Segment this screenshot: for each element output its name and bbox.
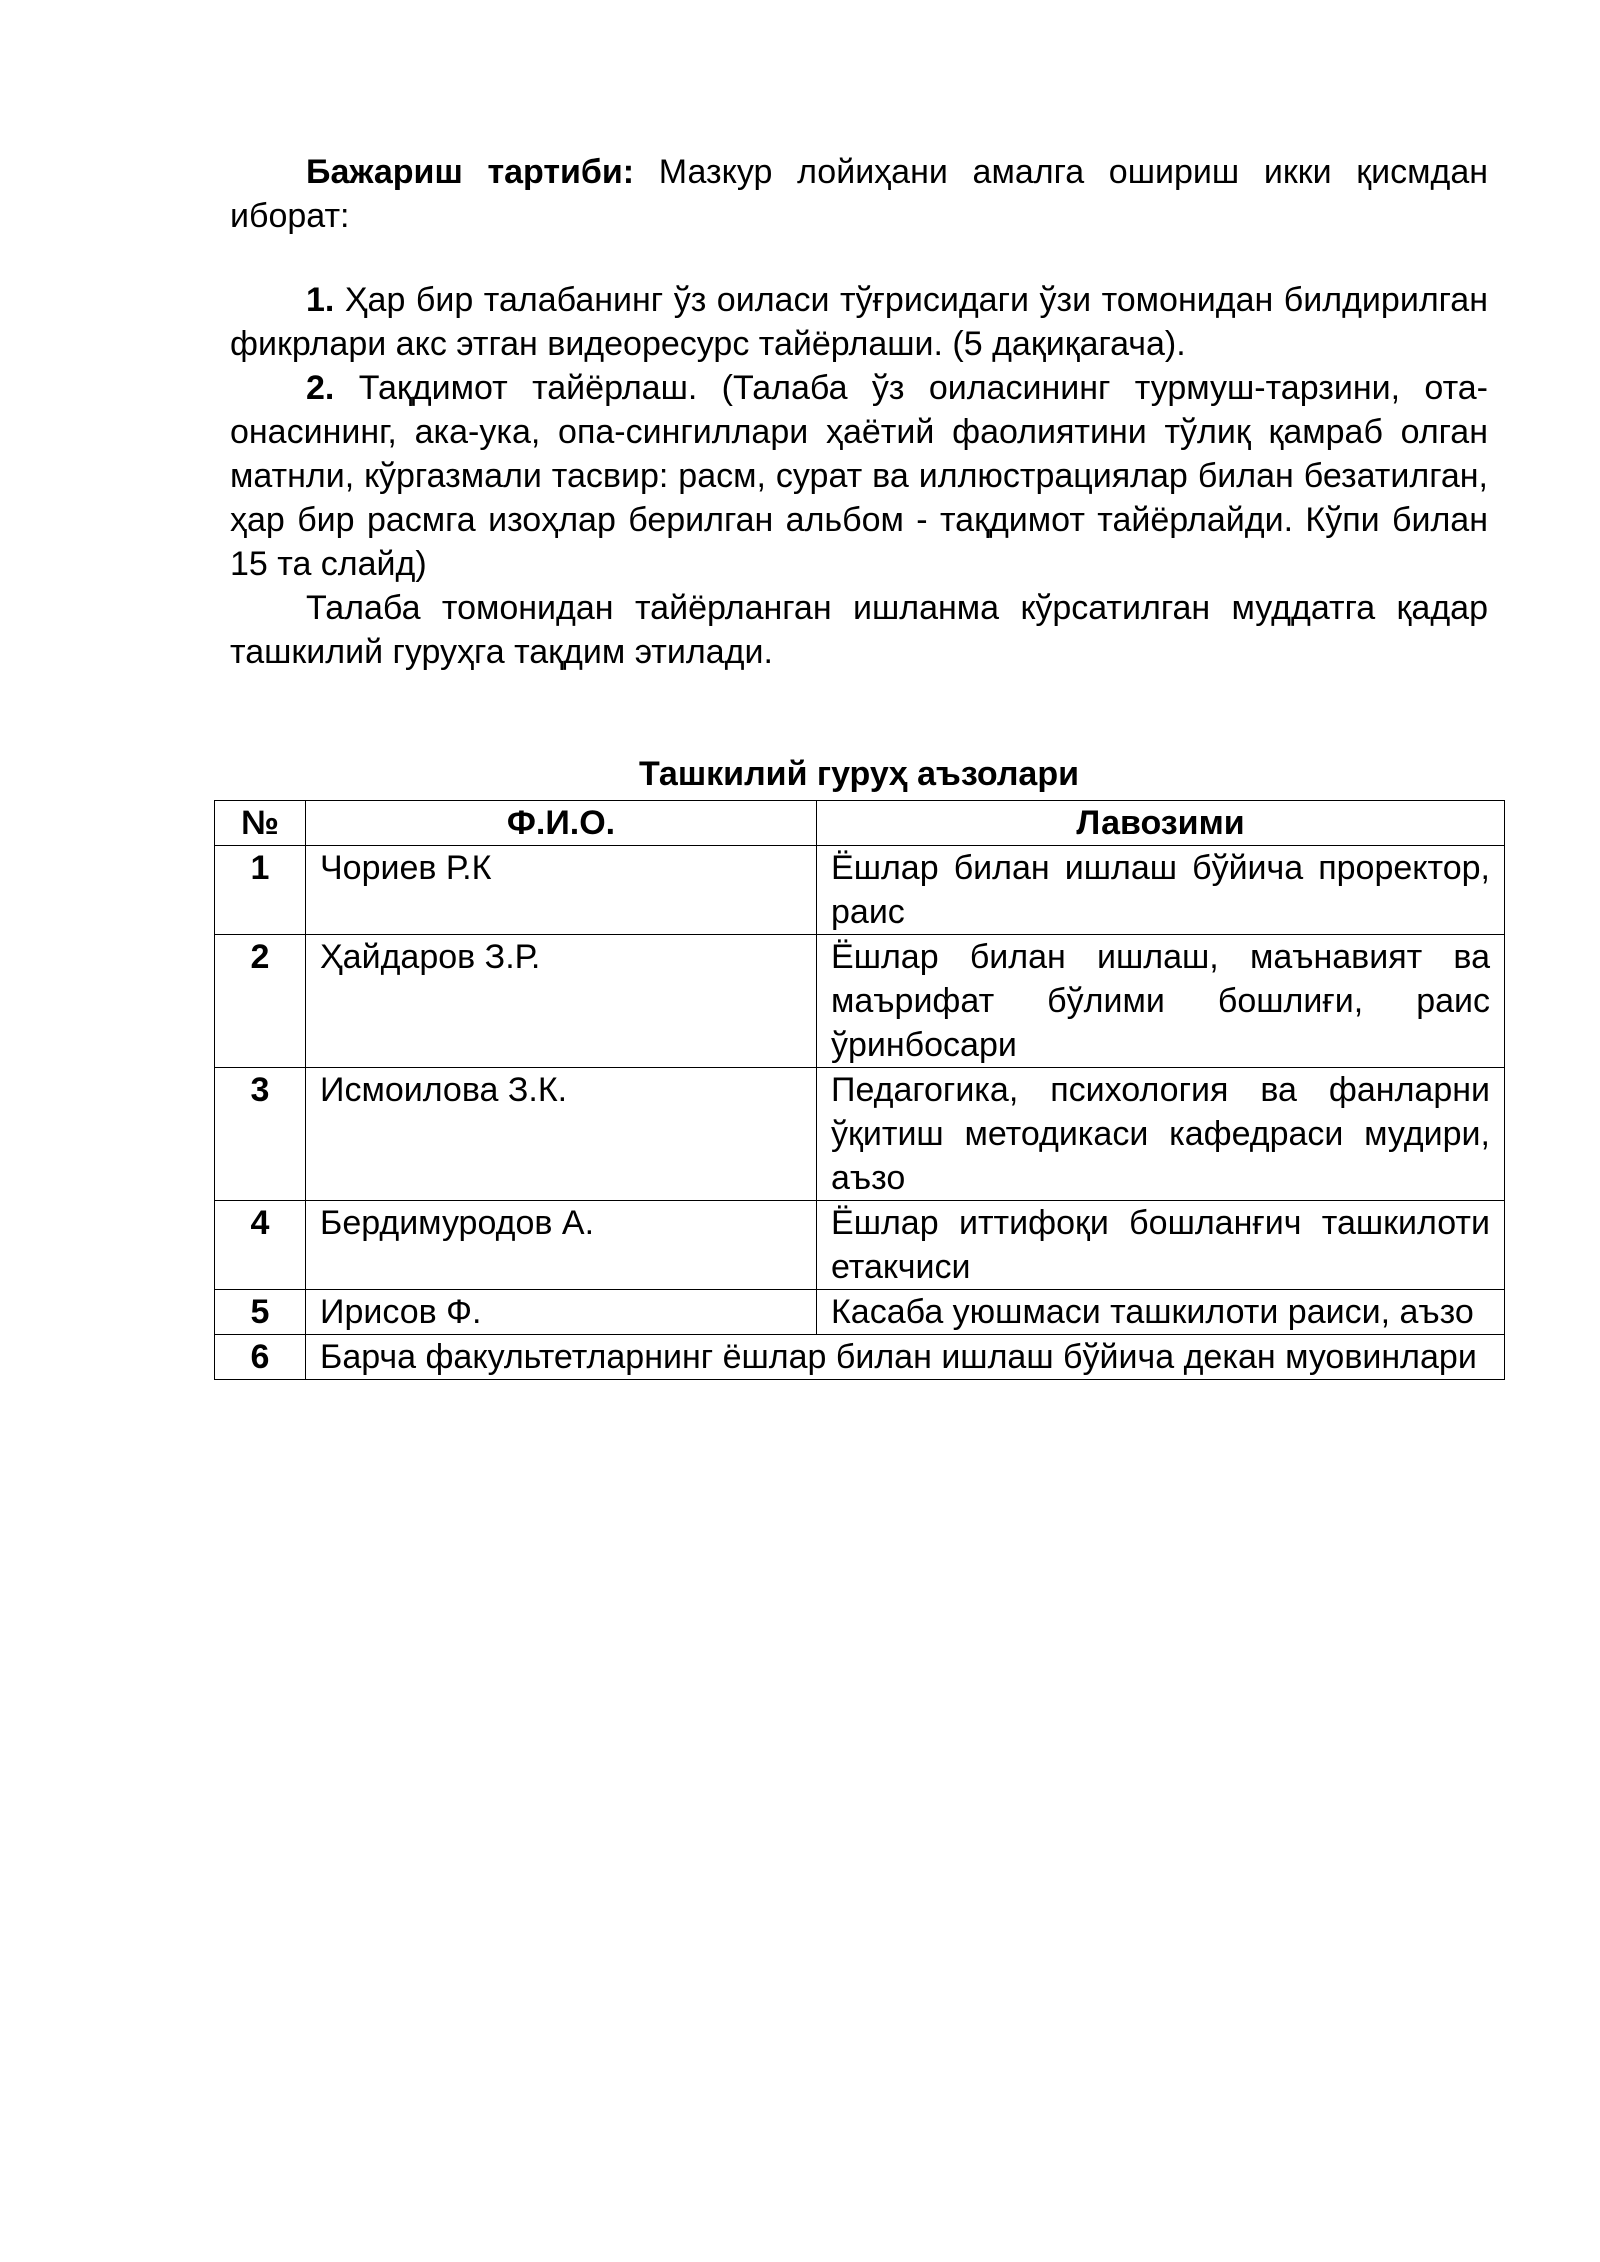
intro-text: Мазкур лойиҳани амалга ошириш икки қисмдан иборат: [230,153,1489,235]
table-header-row [215,801,1505,846]
table-row [215,846,1505,935]
closing-paragraph: Талаба томонидан тайёрланган ишланма кўрсатилган муддатга қадар ташкилий гуруҳга тақдим этилади. [230,589,1488,671]
table-row [215,1290,1505,1335]
row-number: 6 [215,1335,306,1380]
table-row [215,935,1505,1068]
row-number: 2 [215,935,306,1068]
table-row [215,1068,1505,1201]
item-2-text: Тақдимот тайёрлаш. (Талаба ўз оиласининг турмуш-тарзини, ота-онасининг, ака-ука, опа-сингиллари ҳаётий фаолиятини тўлиқ қамраб олган матнли, кўргазмали тасвир: расм, сурат ва иллюстрациялар билан безатилган, ҳар бир расмга изоҳлар берилган альбом - тақдимот тайёрлайди. Кўпи билан 15 та слайд) [230,369,1488,583]
row-position: Ёшлар иттифоқи бошланғич ташкилоти етакчиси [817,1201,1505,1290]
row-name: Ҳайдаров З.Р. [306,935,817,1068]
intro-paragraph [230,150,1488,238]
row-position: Ёшлар билан ишлаш бўйича проректор, раис [817,846,1505,935]
header-name: Ф.И.О. [306,801,817,846]
header-number: № [215,801,306,846]
row-number: 4 [215,1201,306,1290]
table-title: Ташкилий гуруҳ аъзолари [639,755,1079,793]
row-position: Касаба уюшмаси ташкилоти раиси, аъзо [817,1290,1505,1335]
row-position: Ёшлар билан ишлаш, маънавият ва маърифат бўлими бошлиғи, раис ўринбосари [817,935,1505,1068]
row-name: Бердимуродов А. [306,1201,817,1290]
table-row [215,1335,1505,1380]
row-name: Ирисов Ф. [306,1290,817,1335]
item-2-number: 2. [306,369,335,407]
intro-heading: Бажариш тартиби: [306,153,635,191]
item-1-paragraph [230,278,1488,366]
document-body [230,150,1488,674]
item-1-text: Ҳар бир талабанинг ўз оиласи тўғрисидаги ўзи томонидан билдирилган фикрлари акс этган видеоресурс тайёрлаши. (5 дақиқагача). [230,281,1488,363]
table-row [215,1201,1505,1290]
row-number: 1 [215,846,306,935]
header-position: Лавозими [817,801,1505,846]
row-merged-text: Барча факультетларнинг ёшлар билан ишлаш бўйича декан муовинлари [306,1335,1505,1380]
row-number: 5 [215,1290,306,1335]
members-table [214,800,1505,1380]
row-position: Педагогика, психология ва фанларни ўқитиш методикаси кафедраси мудири, аъзо [817,1068,1505,1201]
row-number: 3 [215,1068,306,1201]
item-1-number: 1. [306,281,335,319]
row-name: Чориев Р.К [306,846,817,935]
item-2-paragraph [230,366,1488,586]
row-name: Исмоилова З.К. [306,1068,817,1201]
